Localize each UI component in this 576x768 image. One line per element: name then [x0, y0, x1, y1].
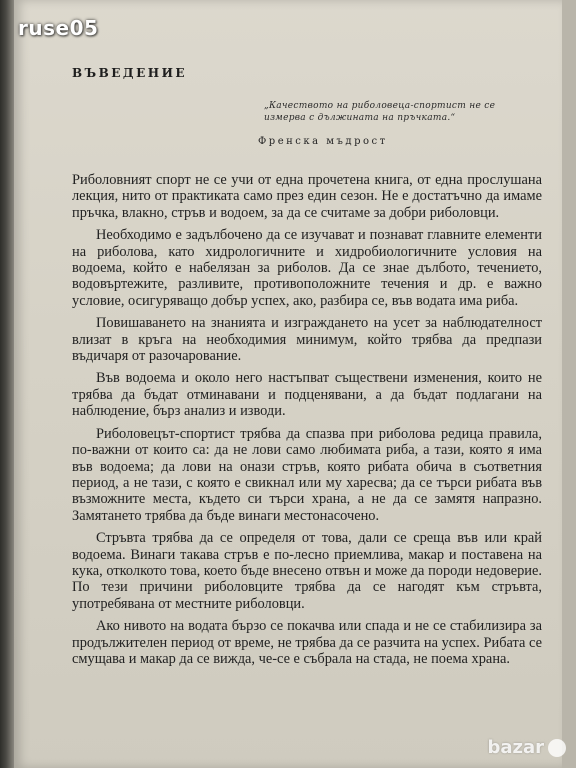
brand-logo-text: bazar: [487, 737, 544, 758]
chapter-heading: ВЪВЕДЕНИЕ: [72, 66, 188, 80]
book-page: [14, 0, 562, 768]
brand-mark-icon: [548, 739, 566, 757]
paragraph: Риболовният спорт не се учи от една прочетена книга, от една прослушана лекция, нито от практиката само през един сезон. Не е достатъчно да имаме пръчка, влакно, стръв и водоем, за да се считаме за добри риболовци.: [72, 172, 542, 221]
paragraph: Ако нивото на водата бързо се покачва или спада и не се стабилизира за продължителен период от време, не трябва да се разчита на успех. Рибата се смущава и макар да се вижда, че-се е събрала на стада, не поема храна.: [72, 618, 542, 667]
watermark-logo: ruse05: [18, 16, 99, 40]
paragraph: Във водоема и около него настъпват съществени изменения, които не трябва да бъдат отминавани и подценявани, а да бъдат подлагани на наблюдение, бърз анализ и изводи.: [72, 370, 542, 420]
paragraph: Повишаването на знанията и изграждането на усет за наблюдателност влизат в кръга на необходимия минимум, който трябва да предпази въдичаря от разочарование.: [72, 315, 542, 365]
paragraph: Риболовецът-спортист трябва да спазва при риболова редица правила, по-важни от които са: да не лови само любимата риба, а тази, която я има във водоема; да лови на онази стръв, която рибата обича в съответния период, а не тази, с която е свикнал или му харесва; да се търси рибата във възможните места, където си търси храна, а не да се замятя напразно. Замятането трябва да бъде винаги местонасочено.: [72, 425, 542, 524]
brand-logo: [487, 737, 566, 758]
paragraph: Необходимо е задълбочено да се изучават и познават главните елементи на риболова, като хидрологичните и хидробиологичните условия на водоема, който е набелязан за риболов. Да се знае дълбото, течението, водовъртежите, разливите, противоположните течения и др. е важно условие, осигуряващо добър успех, ако, разбира се, във водата има риба.: [72, 227, 542, 309]
epigraph-quote: „Качеството на риболовеца-спортист не се измерва с дължината на пръчката.“: [264, 101, 496, 123]
epigraph-source: Френска мъдрост: [258, 136, 388, 147]
paragraph: Стръвта трябва да се определя от това, дали се среща във или край водоема. Винаги такава стръв е по-лесно приемлива, макар и поставена на кука, отколкото това, което бъде внесено отвън и може да породи недоверие. По тези причини риболовците трябва да се нагодят към стръвта, употребявана от местните риболовци.: [72, 530, 542, 612]
body-text: [72, 172, 542, 673]
